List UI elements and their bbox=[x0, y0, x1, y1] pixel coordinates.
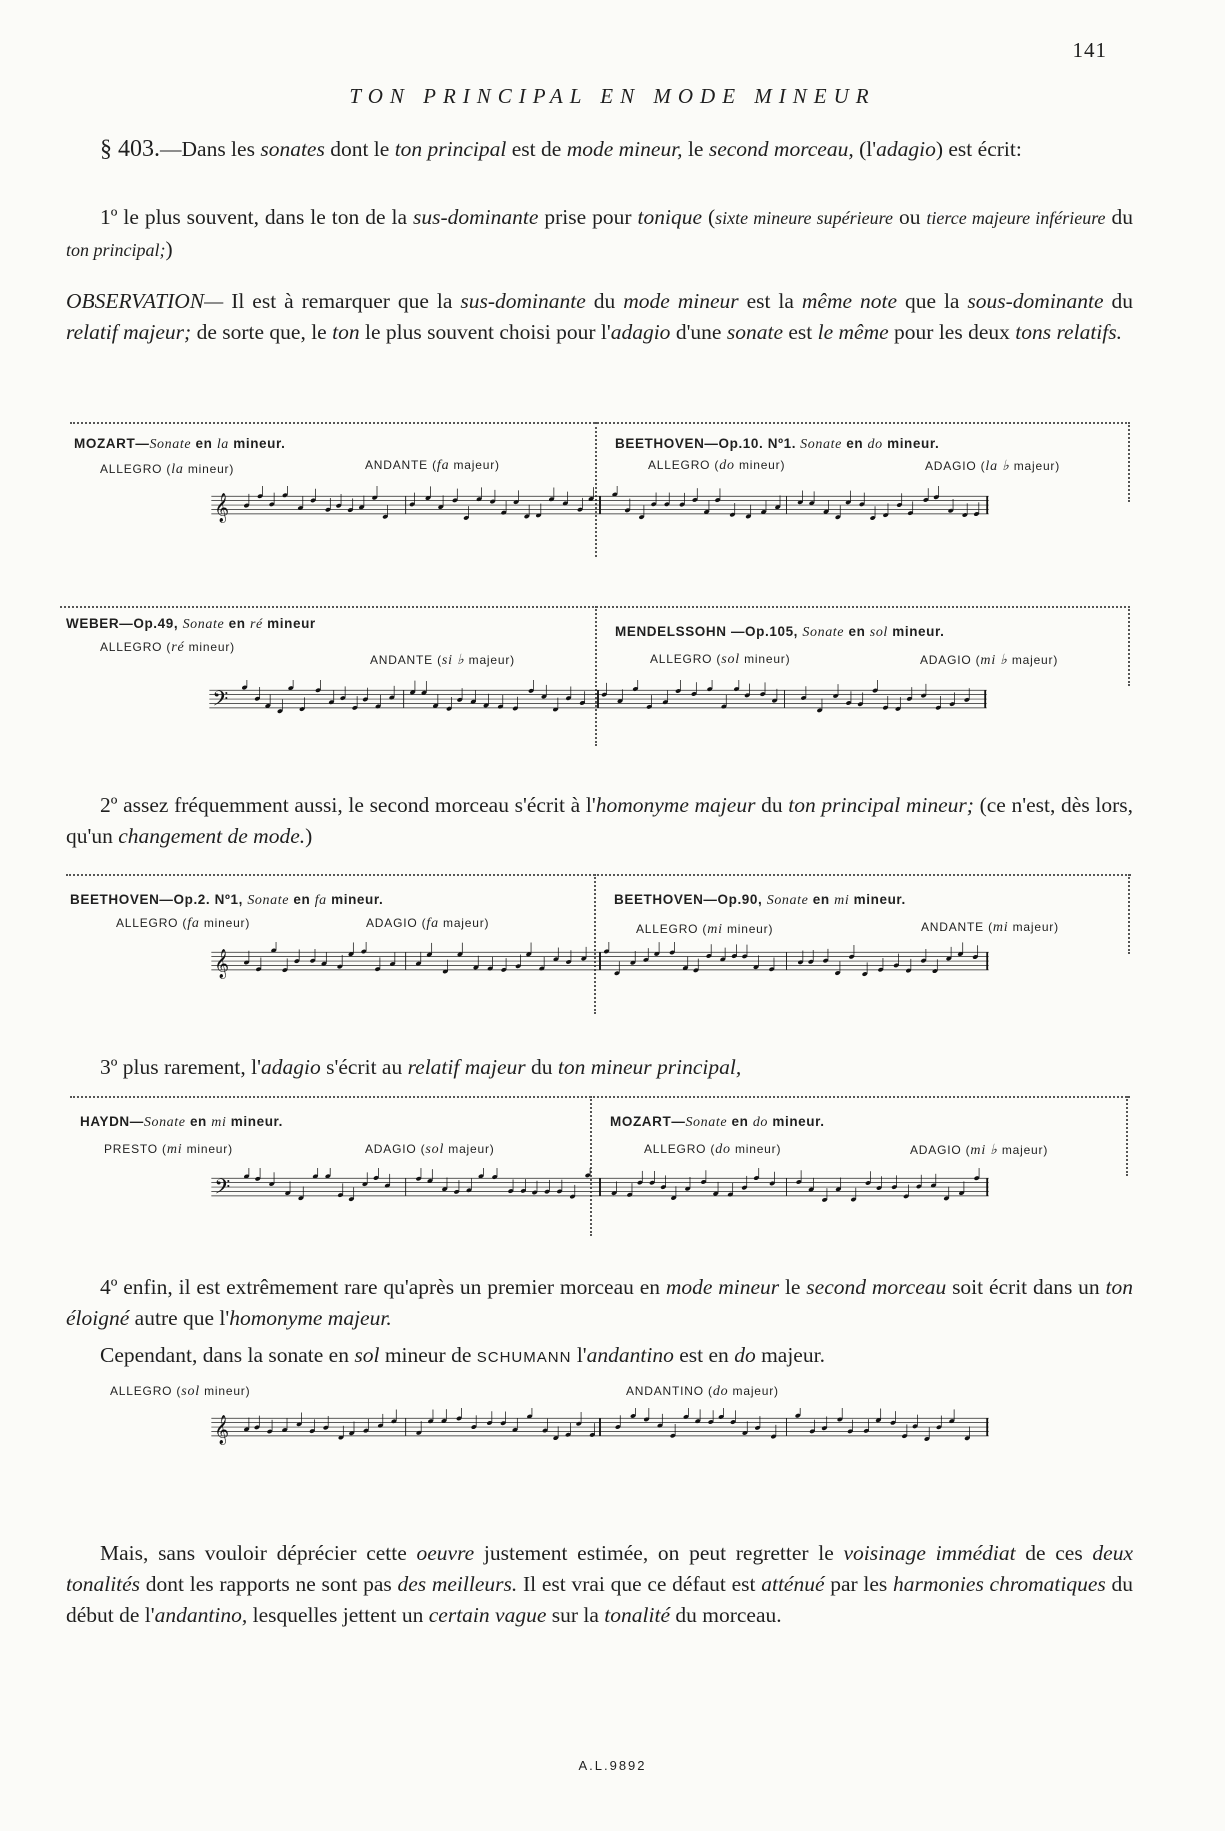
example-1-left-tempo-2: ANDANTE (fa majeur) bbox=[365, 458, 500, 473]
svg-text:𝄞: 𝄞 bbox=[214, 492, 230, 522]
point-4-paragraph: 4º enfin, il est extrêmement rare qu'après un premier morceau en mode mineur le second morceau soit écrit dans un ton éloigné autre que l'homonyme majeur. bbox=[66, 1275, 1133, 1330]
example-2-left-title: WEBER—Op.49, Sonate en ré mineur bbox=[66, 616, 316, 632]
observation-label: OBSERVATION— bbox=[66, 289, 224, 313]
example-block-2 bbox=[60, 602, 1135, 752]
example-3-left-tempo-1: ALLEGRO (fa mineur) bbox=[116, 916, 251, 931]
section-403-paragraph: § 403.—Dans les sonates dont le ton principal est de mode mineur, le second morceau, (l'adagio) est écrit: bbox=[100, 136, 1022, 162]
example-block-3 bbox=[66, 870, 1136, 1020]
point-1-paragraph: 1º le plus souvent, dans le ton de la sus-dominante prise pour tonique (sixte mineure supérieure ou tierce majeure inférieure du ton principal;) bbox=[66, 205, 1134, 261]
svg-text:𝄢: 𝄢 bbox=[214, 1174, 231, 1204]
example-1-left-tempo-1: ALLEGRO (la mineur) bbox=[100, 462, 235, 477]
final-paragraph: Mais, sans vouloir déprécier cette oeuvre justement estimée, on peut regretter le voisinage immédiat de ces deux tonalités dont les rapports ne sont pas des meilleurs. Il est vrai que ce défaut est atténué par les harmonies chromatiques du début de l'andantino, lesquelles jettent un certain vague sur la tonalité du morceau. bbox=[66, 1541, 1134, 1627]
example-3-right-title: BEETHOVEN—Op.90, Sonate en mi mineur. bbox=[614, 892, 906, 908]
svg-text:𝄞: 𝄞 bbox=[214, 1414, 230, 1444]
example-2-right-tempo-1: ALLEGRO (sol mineur) bbox=[650, 652, 791, 667]
observation-paragraph: OBSERVATION— Il est à remarquer que la sus-dominante du mode mineur est la même note que la sous-dominante du relatif majeur; de sorte que, le ton le plus souvent choisi pour l'adagio d'une sonate est le même pour les deux tons relatifs. bbox=[66, 289, 1134, 344]
svg-text:𝄢: 𝄢 bbox=[212, 686, 229, 716]
example-block-5 bbox=[66, 1380, 1136, 1500]
example-4-left-tempo-2: ADAGIO (sol majeur) bbox=[365, 1142, 495, 1157]
example-4-left-title: HAYDN—Sonate en mi mineur. bbox=[80, 1114, 284, 1130]
example-5-tempo-2: ANDANTINO (do majeur) bbox=[626, 1384, 779, 1399]
example-2-left-tempo-1: ALLEGRO (ré mineur) bbox=[100, 640, 235, 655]
page-heading: TON PRINCIPAL EN MODE MINEUR bbox=[349, 84, 876, 108]
section-number: § 403. bbox=[100, 136, 160, 162]
music-staff-2 bbox=[68, 680, 1128, 724]
example-block-4 bbox=[70, 1092, 1135, 1242]
publisher-plate-number: A.L.9892 bbox=[578, 1758, 647, 1773]
example-4-right-tempo-2: ADAGIO (mi ♭ majeur) bbox=[910, 1143, 1049, 1158]
svg-text:𝄞: 𝄞 bbox=[214, 948, 230, 978]
point-2-paragraph: 2º assez fréquemment aussi, le second morceau s'écrit à l'homonyme majeur du ton principal mineur; (ce n'est, dès lors, qu'un changement de mode.) bbox=[66, 793, 1133, 848]
point-3-paragraph: 3º plus rarement, l'adagio s'écrit au relatif majeur du ton mineur principal, bbox=[100, 1055, 742, 1079]
cependant-paragraph: Cependant, dans la sonate en sol mineur de SCHUMANN l'andantino est en do majeur. bbox=[100, 1343, 825, 1367]
music-staff-3 bbox=[70, 942, 1130, 986]
example-2-right-title: MENDELSSOHN —Op.105, Sonate en sol mineur. bbox=[615, 624, 945, 640]
example-1-right-title: BEETHOVEN—Op.10. Nº1. Sonate en do mineur. bbox=[615, 436, 940, 452]
example-3-left-title: BEETHOVEN—Op.2. Nº1, Sonate en fa mineur. bbox=[70, 892, 384, 908]
example-2-left-tempo-2: ANDANTE (si ♭ majeur) bbox=[370, 653, 515, 668]
music-staff-1 bbox=[70, 486, 1130, 530]
example-5-tempo-1: ALLEGRO (sol mineur) bbox=[110, 1384, 251, 1399]
example-3-left-tempo-2: ADAGIO (fa majeur) bbox=[366, 916, 490, 931]
example-3-right-tempo-2: ANDANTE (mi majeur) bbox=[921, 920, 1059, 935]
example-4-right-title: MOZART—Sonate en do mineur. bbox=[610, 1114, 825, 1130]
example-block-1 bbox=[70, 418, 1130, 558]
music-staff-5 bbox=[70, 1408, 1130, 1452]
example-1-left-title: MOZART—Sonate en la mineur. bbox=[74, 436, 286, 452]
example-4-left-tempo-1: PRESTO (mi mineur) bbox=[104, 1142, 233, 1157]
example-1-right-tempo-2: ADAGIO (la ♭ majeur) bbox=[925, 459, 1061, 474]
example-2-right-tempo-2: ADAGIO (mi ♭ majeur) bbox=[920, 653, 1059, 668]
page-number: 141 bbox=[1072, 38, 1107, 62]
music-staff-4 bbox=[70, 1168, 1130, 1212]
example-4-right-tempo-1: ALLEGRO (do mineur) bbox=[644, 1142, 782, 1157]
example-3-right-tempo-1: ALLEGRO (mi mineur) bbox=[636, 922, 774, 937]
example-1-right-tempo-1: ALLEGRO (do mineur) bbox=[648, 458, 786, 473]
